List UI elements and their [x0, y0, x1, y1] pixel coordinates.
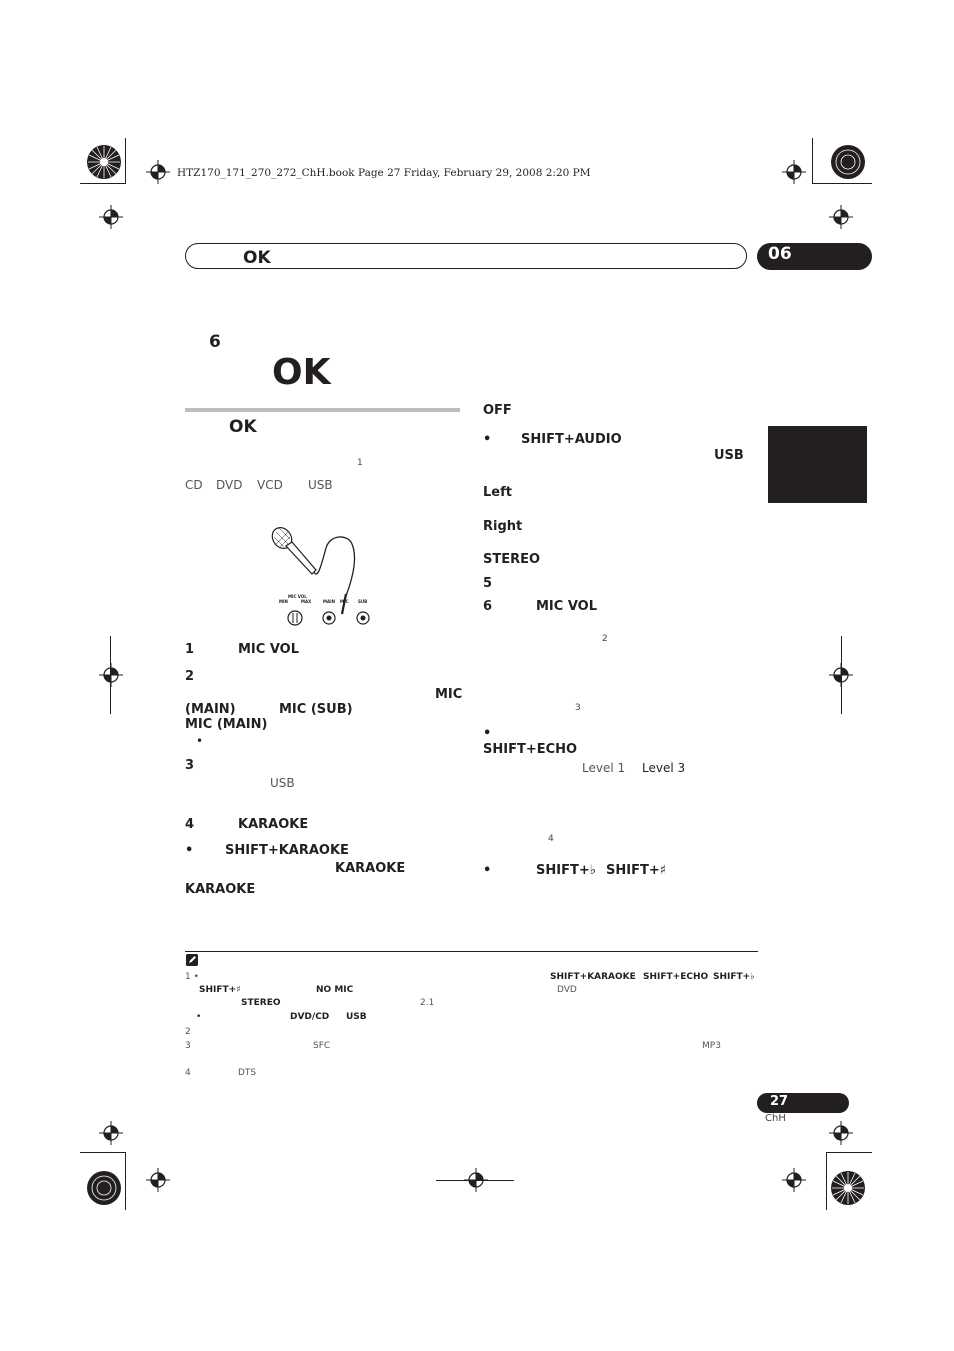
bullet: •	[483, 863, 492, 878]
source-usb: USB	[308, 478, 333, 492]
step-2-main: (MAIN)	[185, 702, 236, 717]
step-3-number: 3	[185, 758, 195, 773]
jack-label-main: MAIN	[323, 599, 335, 604]
registration-mark-icon	[146, 160, 170, 184]
shift-karaoke-key: SHIFT+KARAOKE	[225, 843, 349, 858]
source-dvd: DVD	[216, 478, 243, 492]
jack-label-mic: MIC	[340, 599, 349, 604]
step-6-number: 6	[483, 599, 493, 614]
note-1-dvdcd: DVD/CD	[290, 1012, 330, 1022]
shift-sharp-key: SHIFT+♯	[606, 863, 667, 878]
section-rule	[185, 408, 460, 412]
registration-mark-icon	[782, 1168, 806, 1192]
registration-mark-icon	[782, 160, 806, 184]
jack-label-sub: SUB	[358, 599, 368, 604]
note-4-dts: DTS	[238, 1068, 257, 1078]
step-2-number: 2	[185, 669, 195, 684]
step-6-key: MIC VOL	[536, 599, 598, 614]
footnote-ref-4: 4	[548, 834, 554, 844]
microphone-illustration	[268, 522, 380, 630]
footnote-ref-2: 2	[602, 634, 608, 644]
step-5-number: 5	[483, 576, 493, 591]
language-side-tab	[768, 426, 867, 503]
usb-label: USB	[714, 448, 744, 463]
off-label: OFF	[483, 403, 512, 418]
registration-mark-icon	[829, 205, 853, 229]
karaoke-key: KARAOKE	[185, 882, 256, 897]
chapter-number: 06	[768, 244, 792, 264]
step-2-mic: MIC	[435, 687, 463, 702]
note-1-shift-sharp: SHIFT+♯	[199, 985, 241, 995]
note-4-marker: 4	[185, 1068, 191, 1078]
note-1-marker: 1 •	[185, 972, 199, 982]
bullet: •	[185, 843, 194, 858]
note-1-shift-karaoke: SHIFT+KARAOKE	[550, 972, 636, 982]
section-title: OK	[229, 417, 257, 437]
print-slug: HTZ170_171_270_272_ChH.book Page 27 Friday, February 29, 2008 2:20 PM	[177, 167, 591, 179]
shift-echo-key: SHIFT+ECHO	[483, 742, 578, 757]
chapter-heading-number: 6	[209, 332, 221, 352]
bullet: •	[483, 726, 492, 741]
level-1: Level 1	[582, 761, 626, 775]
note-1-channels: 2.1	[420, 998, 435, 1008]
step-3-usb: USB	[270, 776, 295, 790]
registration-mark-icon	[99, 663, 123, 687]
chapter-heading-title: OK	[272, 352, 331, 393]
registration-mark-icon	[829, 1121, 853, 1145]
right-option: Right	[483, 519, 523, 534]
footnote-ref-3: 3	[575, 703, 581, 713]
starburst-icon	[86, 1170, 122, 1206]
registration-mark-icon	[829, 663, 853, 687]
note-icon	[186, 954, 198, 966]
registration-mark-icon	[464, 1168, 488, 1192]
step-1-number: 1	[185, 642, 195, 657]
note-1-shift-echo: SHIFT+ECHO	[643, 972, 709, 982]
starburst-icon	[830, 1170, 866, 1206]
bullet: •	[483, 432, 492, 447]
footnote-ref-1: 1	[357, 458, 363, 468]
notes-rule	[185, 951, 758, 952]
karaoke-key: KARAOKE	[335, 861, 406, 876]
source-cd: CD	[185, 478, 203, 492]
note-3-sfc: SFC	[313, 1041, 331, 1051]
page-number: 27	[770, 1094, 789, 1109]
jack-label-vol: MIC VOL	[288, 594, 307, 599]
starburst-icon	[86, 144, 122, 180]
registration-mark-icon	[99, 1121, 123, 1145]
stereo-option: STEREO	[483, 552, 541, 567]
page-language: ChH	[765, 1113, 786, 1124]
note-1-nomic: NO MIC	[316, 985, 354, 995]
step-4-number: 4	[185, 817, 195, 832]
jack-label-min: MIN	[279, 599, 288, 604]
starburst-icon	[830, 144, 866, 180]
jack-label-max: MAX	[301, 599, 312, 604]
level-3: Level 3	[642, 761, 686, 775]
shift-audio-key: SHIFT+AUDIO	[521, 432, 622, 447]
step-2-sub: MIC (SUB)	[279, 702, 353, 717]
step-4-key: KARAOKE	[238, 817, 309, 832]
registration-mark-icon	[146, 1168, 170, 1192]
step-1-key: MIC VOL	[238, 642, 300, 657]
microphone-icon	[268, 524, 316, 574]
step-2-mic-main: MIC (MAIN)	[185, 717, 268, 732]
note-3-mp3: MP3	[702, 1041, 721, 1051]
note-1-bullet: •	[196, 1012, 202, 1022]
note-1-usb: USB	[346, 1012, 367, 1022]
left-option: Left	[483, 485, 512, 500]
note-1-dvd: DVD	[557, 985, 577, 995]
note-2-marker: 2	[185, 1027, 191, 1037]
note-3-marker: 3	[185, 1041, 191, 1051]
source-vcd: VCD	[257, 478, 283, 492]
bullet: •	[196, 734, 204, 748]
header-title: OK	[243, 248, 271, 268]
note-1-shift-flat: SHIFT+♭	[713, 972, 755, 982]
shift-flat-key: SHIFT+♭	[536, 863, 596, 878]
registration-mark-icon	[99, 205, 123, 229]
note-1-stereo: STEREO	[241, 998, 281, 1008]
